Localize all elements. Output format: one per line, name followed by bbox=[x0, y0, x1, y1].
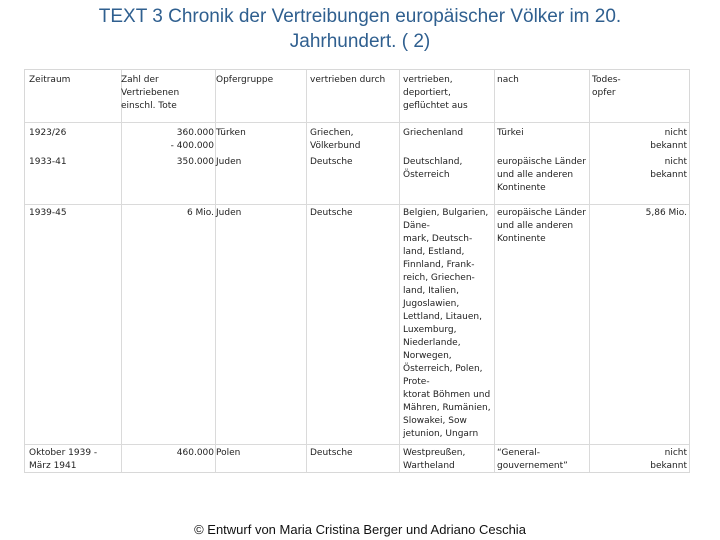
row1-zeitraum: 1923/26 bbox=[29, 128, 67, 138]
header-zahl: Zahl der Vertriebenen einschl. Tote bbox=[121, 75, 180, 111]
row1-nach: Türkei bbox=[497, 128, 524, 138]
row2-zahl: 350.000 bbox=[176, 157, 214, 167]
row3-aus: Belgien, Bulgarien, Däne- mark, Deutsch- land, Estland, Finnland, Frank- reich, Griechen- land, Italien, Jugoslawien, Lettland, Litauen, Luxemburg, Niederlande, Norwegen, Österreich, Polen, Prote- ktorat Böhmen und Mähren, Rumänien, Slowakei, Sow jetunion, Ungarn bbox=[403, 208, 491, 439]
copyright-footer: © Entwurf von Maria Cristina Berger und Adriano Ceschia bbox=[194, 522, 526, 537]
row2-tote: nicht bekannt bbox=[650, 157, 687, 180]
row4-tote: nicht bekannt bbox=[650, 448, 687, 471]
row1-gruppe: Türken bbox=[216, 128, 246, 138]
grid-line bbox=[399, 70, 400, 472]
row2-zeitraum: 1933-41 bbox=[29, 157, 67, 167]
row3-nach: europäische Länder und alle anderen Kontinente bbox=[497, 208, 586, 244]
header-nach: nach bbox=[497, 75, 519, 85]
row3-tote: 5,86 Mio. bbox=[645, 208, 687, 218]
grid-line bbox=[494, 70, 495, 472]
header-vertrieben-durch: vertrieben durch bbox=[310, 75, 386, 85]
row3-zeitraum: 1939-45 bbox=[29, 208, 67, 218]
grid-line bbox=[25, 444, 689, 445]
grid-line bbox=[121, 70, 122, 472]
grid-line bbox=[306, 70, 307, 472]
page-title bbox=[0, 4, 720, 54]
row2-nach: europäische Länder und alle anderen Kontinente bbox=[497, 157, 586, 193]
grid-line bbox=[25, 204, 689, 205]
row2-durch: Deutsche bbox=[310, 157, 353, 167]
row2-aus: Deutschland, Österreich bbox=[403, 157, 463, 180]
row4-zahl: 460.000 bbox=[176, 448, 214, 458]
row4-aus: Westpreußen, Wartheland bbox=[403, 448, 466, 471]
header-todesopfer: Todes- opfer bbox=[592, 75, 621, 98]
grid-line bbox=[25, 122, 689, 123]
header-zeitraum: Zeitraum bbox=[29, 75, 71, 85]
header-vertrieben-aus: vertrieben, deportiert, geflüchtet aus bbox=[403, 75, 468, 111]
row4-nach: “General- gouvernement” bbox=[497, 448, 568, 471]
chronicle-table bbox=[24, 69, 690, 473]
grid-line bbox=[589, 70, 590, 472]
row1-durch: Griechen, Völkerbund bbox=[310, 128, 361, 151]
row1-aus: Griechenland bbox=[403, 128, 464, 138]
title-line-1: TEXT 3 Chronik der Vertreibungen europäischer Völker im 20. bbox=[98, 6, 622, 27]
row3-durch: Deutsche bbox=[310, 208, 353, 218]
row4-zeitraum: Oktober 1939 - März 1941 bbox=[29, 448, 98, 471]
row2-gruppe: Juden bbox=[216, 157, 242, 167]
row1-tote: nicht bekannt bbox=[650, 128, 687, 151]
row4-gruppe: Polen bbox=[216, 448, 241, 458]
header-opfergruppe: Opfergruppe bbox=[216, 75, 274, 85]
row3-gruppe: Juden bbox=[216, 208, 242, 218]
title-line-2: Jahrhundert. ( 2) bbox=[289, 31, 431, 52]
row4-durch: Deutsche bbox=[310, 448, 353, 458]
row1-zahl: 360.000 - 400.000 bbox=[170, 128, 214, 151]
row3-zahl: 6 Mio. bbox=[186, 208, 214, 218]
